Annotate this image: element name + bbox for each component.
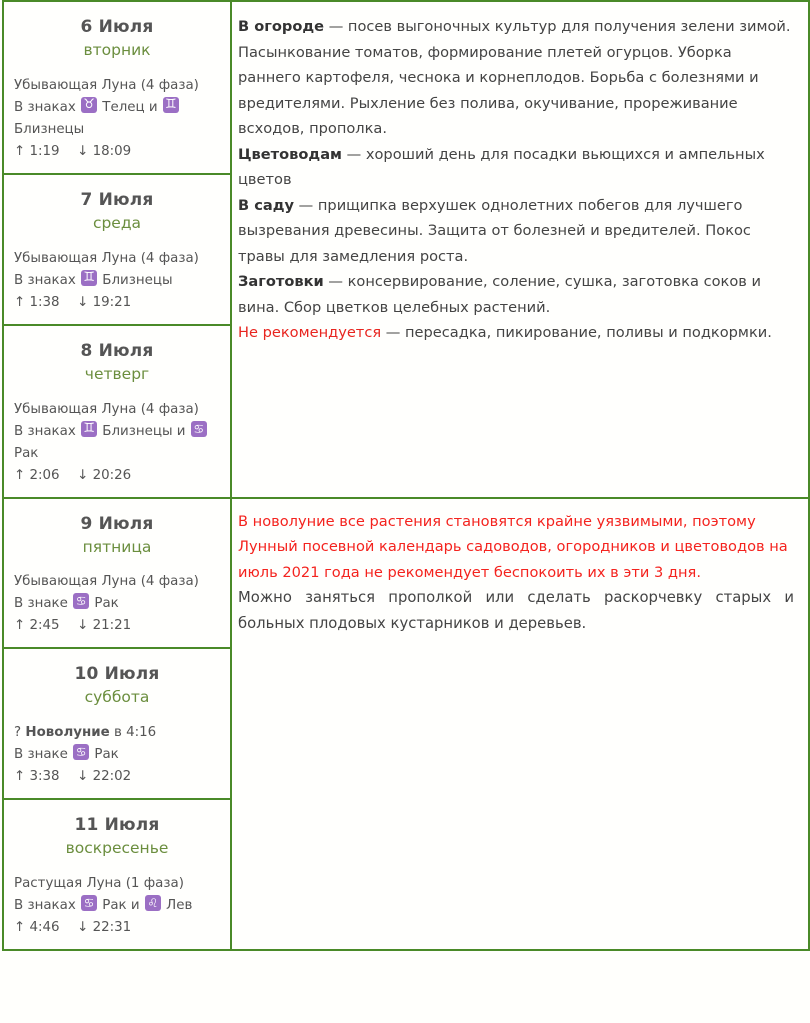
moon-signs [14,421,220,465]
moon-phase: Растущая Луна (1 фаза) [14,876,184,892]
description-label: В саду [238,196,295,214]
moon-phase: Убывающая Луна (4 фаза) [14,401,199,417]
day-details [14,571,220,637]
not-recommended-label: Не рекомендуется [238,324,382,341]
moonset-time: 22:31 [92,920,132,936]
description-body: посев выгоночных культур для получения зелени зимой. Пасынкование томатов, формирование плетей огурцов. Уборка раннего картофеля, чеснока и корнеплодов. Борьба с болезнями и вредителями. Рыхление без полива, окучивание, прореживание всходов, прополка. [238,18,791,137]
moonrise-icon: ↑ [14,467,26,483]
moon-rise-set [14,141,220,163]
moon-signs [14,270,220,292]
day-cell-3 [3,498,231,649]
day-weekday: пятница [82,537,152,556]
day-weekday: суббота [84,688,150,707]
day-weekday: вторник [83,40,151,59]
moonset-icon: ↓ [77,467,89,483]
description-line [238,14,794,142]
zodiac-gemini-icon: ♊ [163,97,179,113]
zodiac-cancer-label: Рак [14,445,39,461]
zodiac-gemini-label: Близнецы [102,272,173,288]
zodiac-leo-label: Лев [166,898,193,914]
day-date: 7 Июля [80,189,154,210]
moon-phase: Убывающая Луна (4 фаза) [14,250,199,266]
moon-phase-event [14,722,220,744]
day-date: 11 Июля [74,815,160,836]
moonrise-icon: ↑ [14,294,26,310]
zodiac-cancer-icon: ♋ [73,744,89,760]
description-dash: — [346,145,362,163]
new-moon-label: Новолуние [25,725,110,741]
table-row [3,498,809,649]
moon-rise-set [14,615,220,637]
new-moon-glyph-icon: ? [14,725,22,741]
day-details [14,722,220,788]
moon-signs [14,744,220,766]
lunar-calendar-table [2,0,810,951]
moon-signs [14,97,220,141]
moon-rise-set [14,766,220,788]
description-line [238,269,794,320]
moon-signs [14,593,220,615]
day-details [14,873,220,939]
description-label: Цветоводам [238,145,342,163]
day-weekday: четверг [84,364,150,383]
day-cell-5 [3,799,231,950]
signs-joiner: и [148,99,158,115]
moon-rise-set [14,465,220,487]
signs-prefix: В знаке [14,747,68,763]
moonrise-time: 1:38 [29,294,60,310]
zodiac-cancer-icon: ♋ [191,421,207,437]
description-body: пересадка, пикирование, поливы и подкормки. [405,324,772,341]
day-cell-4 [3,648,231,799]
moonset-time: 19:21 [92,294,132,310]
description-body: хороший день для посадки вьющихся и ампельных цветов [238,145,765,188]
description-dash: — [385,324,401,341]
zodiac-gemini-icon: ♊ [81,270,97,286]
day-date: 10 Июля [74,664,160,685]
day-cell-0 [3,1,231,174]
moonset-icon: ↓ [77,143,89,159]
moonset-icon: ↓ [77,769,89,785]
zodiac-cancer-label: Рак [94,747,119,763]
description-text-group-a [232,2,808,358]
new-moon-advice: Можно заняться прополкой или сделать раскорчевку старых и больных плодовых кустарников и деревьев. [238,589,794,633]
signs-prefix: В знаках [14,99,76,115]
moonset-time: 21:21 [92,618,132,634]
moonrise-icon: ↑ [14,143,26,159]
moonrise-icon: ↑ [14,920,26,936]
moonrise-time: 4:46 [29,920,60,936]
description-dash: — [328,18,344,35]
signs-joiner: и [176,423,186,439]
day-date: 6 Июля [80,17,154,37]
moonset-icon: ↓ [77,294,89,310]
description-line [238,142,794,193]
day-date: 8 Июля [80,340,154,361]
moonrise-icon: ↑ [14,618,26,634]
description-label: В огороде [238,18,325,35]
zodiac-leo-icon: ♌ [145,895,161,911]
moonset-icon: ↓ [77,618,89,634]
day-cell-2 [3,325,231,498]
day-details [14,248,220,314]
zodiac-taurus-label: Телец [102,99,145,115]
signs-prefix: В знаках [14,423,76,439]
moon-phase: Убывающая Луна (4 фаза) [14,574,199,590]
description-body: консервирование, соление, сушка, заготовка соков и вина. Сбор цветков целебных растений. [238,273,761,316]
zodiac-gemini-icon: ♊ [81,421,97,437]
day-weekday: среда [92,213,142,232]
description-dash: — [298,196,314,214]
day-details [14,399,220,487]
moonrise-time: 2:45 [29,618,60,634]
day-weekday: воскресенье [65,839,169,858]
description-cell-group-a [231,1,809,498]
moon-rise-set [14,917,220,939]
moonset-time: 20:26 [92,467,132,483]
signs-prefix: В знаках [14,898,76,914]
description-line-not-recommended [238,320,794,346]
zodiac-cancer-label: Рак [94,596,119,612]
zodiac-cancer-icon: ♋ [73,593,89,609]
moonset-icon: ↓ [77,920,89,936]
zodiac-cancer-label: Рак [102,898,127,914]
moon-phase: Убывающая Луна (4 фаза) [14,77,199,93]
description-body: прищипка верхушек однолетних побегов для лучшего вызревания древесины. Защита от болезней и вредителей. Покос травы для замедления роста. [238,196,751,265]
moon-rise-set [14,292,220,314]
new-moon-time: в 4:16 [113,725,157,741]
zodiac-cancer-icon: ♋ [81,895,97,911]
table-row [3,1,809,174]
new-moon-warning: В новолуние все растения становятся крайне уязвимыми, поэтому Лунный посевной календарь садоводов, огородников и цветоводов на июль 2021 года не рекомендует беспокоить их в эти 3 дня. [238,512,788,581]
description-line [238,193,794,270]
description-cell-group-b [231,498,809,951]
day-cell-1 [3,174,231,325]
moonrise-icon: ↑ [14,769,26,785]
signs-joiner: и [130,898,140,914]
signs-prefix: В знаке [14,596,68,612]
description-label: Заготовки [238,273,324,290]
zodiac-gemini-label: Близнецы [14,121,85,137]
zodiac-gemini-label: Близнецы [102,423,173,439]
signs-prefix: В знаках [14,272,76,288]
description-dash: — [328,273,343,290]
zodiac-taurus-icon: ♉ [81,97,97,113]
moonset-time: 18:09 [92,143,132,159]
lunar-calendar-body [3,1,809,950]
day-date: 9 Июля [80,513,154,534]
moonrise-time: 1:19 [29,143,60,159]
moonrise-time: 2:06 [29,467,60,483]
moon-signs [14,895,220,917]
description-text-group-b [232,499,808,650]
moonset-time: 22:02 [92,769,132,785]
moonrise-time: 3:38 [29,769,60,785]
day-details [14,75,220,163]
